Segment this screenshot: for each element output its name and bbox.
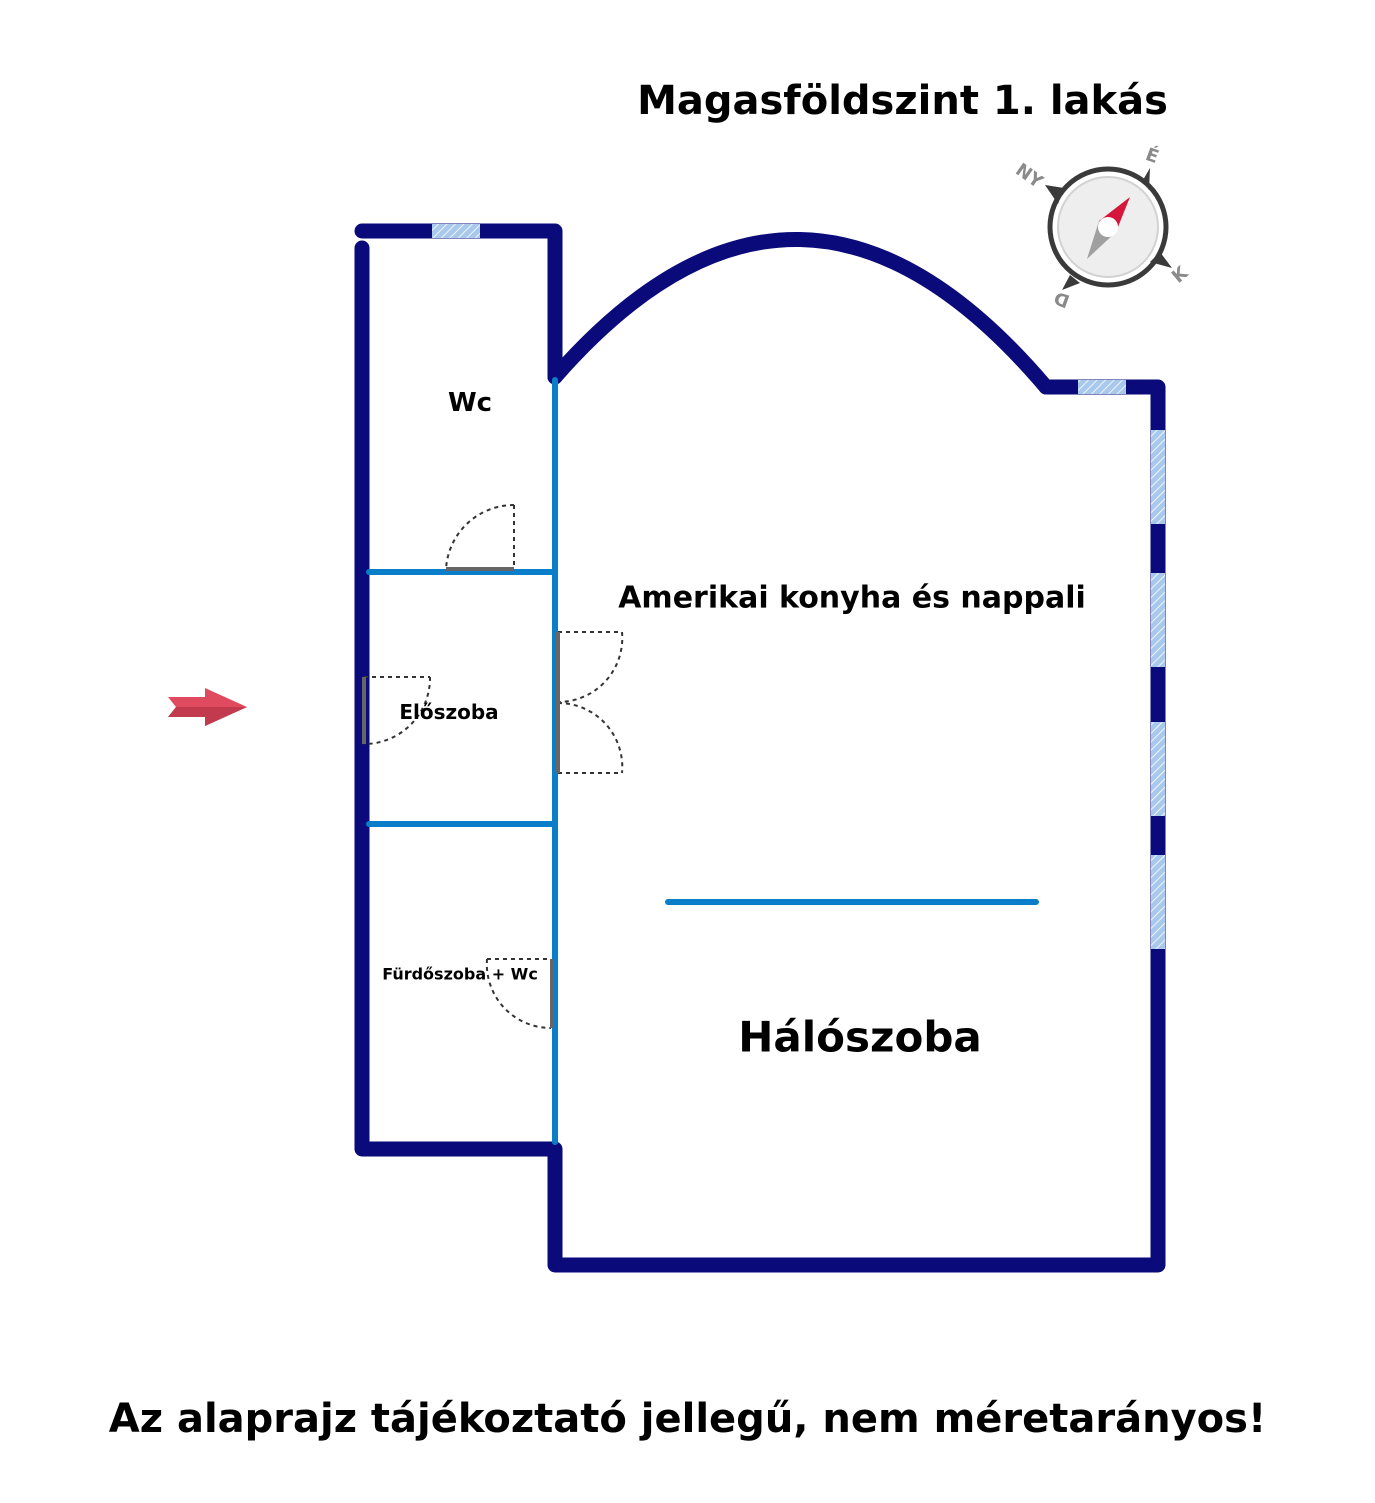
window-right-1 (1151, 430, 1165, 524)
room-label-hallway: Előszoba (399, 700, 499, 724)
entrance-arrow-icon (168, 688, 247, 726)
compass-icon (1045, 168, 1172, 290)
page-title: Magasföldszint 1. lakás (637, 78, 1168, 124)
room-label-living-kitchen: Amerikai konyha és nappali (618, 580, 1086, 616)
window-top-wc (432, 224, 480, 238)
window-right-3 (1151, 722, 1165, 816)
outer-walls (362, 231, 1158, 1265)
door-living-lower (558, 703, 622, 773)
disclaimer-text: Az alaprajz tájékoztató jellegű, nem méretarányos! (108, 1396, 1267, 1442)
outer-wall-top-left (362, 231, 555, 377)
window-right-2 (1151, 573, 1165, 667)
door-wc (446, 505, 514, 569)
compass-label-south: D (1051, 286, 1073, 312)
outer-wall-arch (555, 239, 1046, 387)
window-top-right (1078, 380, 1126, 394)
compass-label-north: É (1142, 144, 1162, 168)
doors (364, 505, 622, 1028)
window-right-4 (1151, 855, 1165, 949)
compass-label-east: K (1167, 262, 1193, 288)
room-label-bathroom: Fürdőszoba + Wc (382, 964, 538, 984)
door-living-upper (558, 632, 622, 702)
room-label-wc: Wc (447, 388, 493, 418)
compass-label-west: NY (1011, 159, 1047, 193)
room-label-bedroom: Hálószoba (738, 1012, 982, 1062)
